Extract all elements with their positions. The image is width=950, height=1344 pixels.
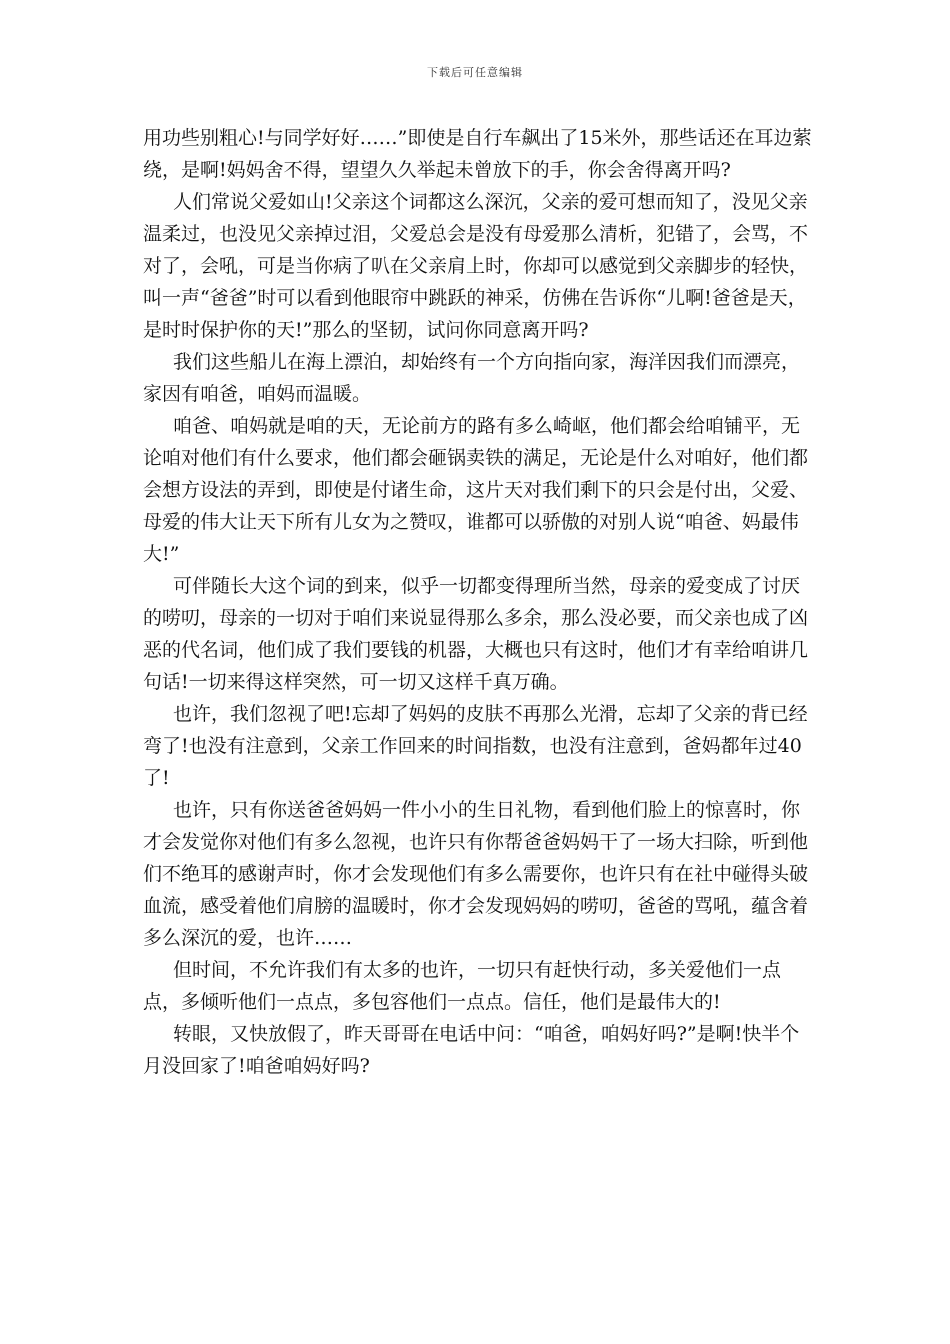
page-header: 下载后可任意编辑 — [427, 66, 523, 79]
document-body — [143, 122, 813, 1082]
paragraph: 人们常说父爱如山!父亲这个词都这么深沉，父亲的爱可想而知了，没见父亲温柔过，也没见父亲掉过泪，父爱总会是没有母爱那么清析，犯错了，会骂，不对了，会吼，可是当你病了叭在父亲肩上时，你却可以感觉到父亲脚步的轻快，叫一声“爸爸”时可以看到他眼帘中跳跃的神采，仿佛在告诉你“儿啊!爸爸是天，是时时保护你的天!”那么的坚韧，试问你同意离开吗? — [143, 191, 809, 341]
paragraph: 咱爸、咱妈就是咱的天，无论前方的路有多么崎岖，他们都会给咱铺平，无论咱对他们有什么要求，他们都会砸锅卖铁的满足，无论是什么对咱好，他们都会想方设法的弄到，即使是付诸生命，这片天对我们剩下的只会是付出，父爱、母爱的伟大让天下所有儿女为之赞叹，谁都可以骄傲的对别人说“咱爸、妈最伟大!” — [143, 415, 809, 565]
paragraph: 我们这些船儿在海上漂泊，却始终有一个方向指向家，海洋因我们而漂亮，家因有咱爸，咱妈而温暖。 — [143, 351, 801, 405]
paragraph: 转眼，又快放假了，昨天哥哥在电话中问：“咱爸，咱妈好吗?”是啊!快半个月没回家了!咱爸咱妈好吗? — [143, 1023, 800, 1077]
paragraph: 可伴随长大这个词的到来，似乎一切都变得理所当然，母亲的爱变成了讨厌的唠叨，母亲的一切对于咱们来说显得那么多余，那么没必要，而父亲也成了凶恶的代名词，他们成了我们要钱的机器，大概也只有这时，他们才有幸给咱讲几句话!一切来得这样突然，可一切又这样千真万确。 — [143, 575, 809, 693]
paragraph: 也许，我们忽视了吧!忘却了妈妈的皮肤不再那么光滑，忘却了父亲的背已经弯了!也没有注意到，父亲工作回来的时间指数，也没有注意到，爸妈都年过40了! — [143, 703, 808, 789]
paragraph: 但时间，不允许我们有太多的也许，一切只有赶快行动，多关爱他们一点点，多倾听他们一点点，多包容他们一点点。信任，他们是最伟大的! — [143, 959, 782, 1013]
paragraph: 用功些别粗心!与同学好好……”即使是自行车飙出了15米外，那些话还在耳边萦绕，是啊!妈妈舍不得，望望久久举起未曾放下的手，你会舍得离开吗? — [143, 127, 812, 181]
paragraph: 也许，只有你送爸爸妈妈一件小小的生日礼物，看到他们脸上的惊喜时，你才会发觉你对他们有多么忽视，也许只有你帮爸爸妈妈干了一场大扫除，听到他们不绝耳的感谢声时，你才会发现他们有多么需要你，也许只有在社中碰得头破血流，感受着他们肩膀的温暖时，你才会发现妈妈的唠叨，爸爸的骂吼，蕴含着多么深沉的爱，也许…… — [143, 799, 809, 949]
